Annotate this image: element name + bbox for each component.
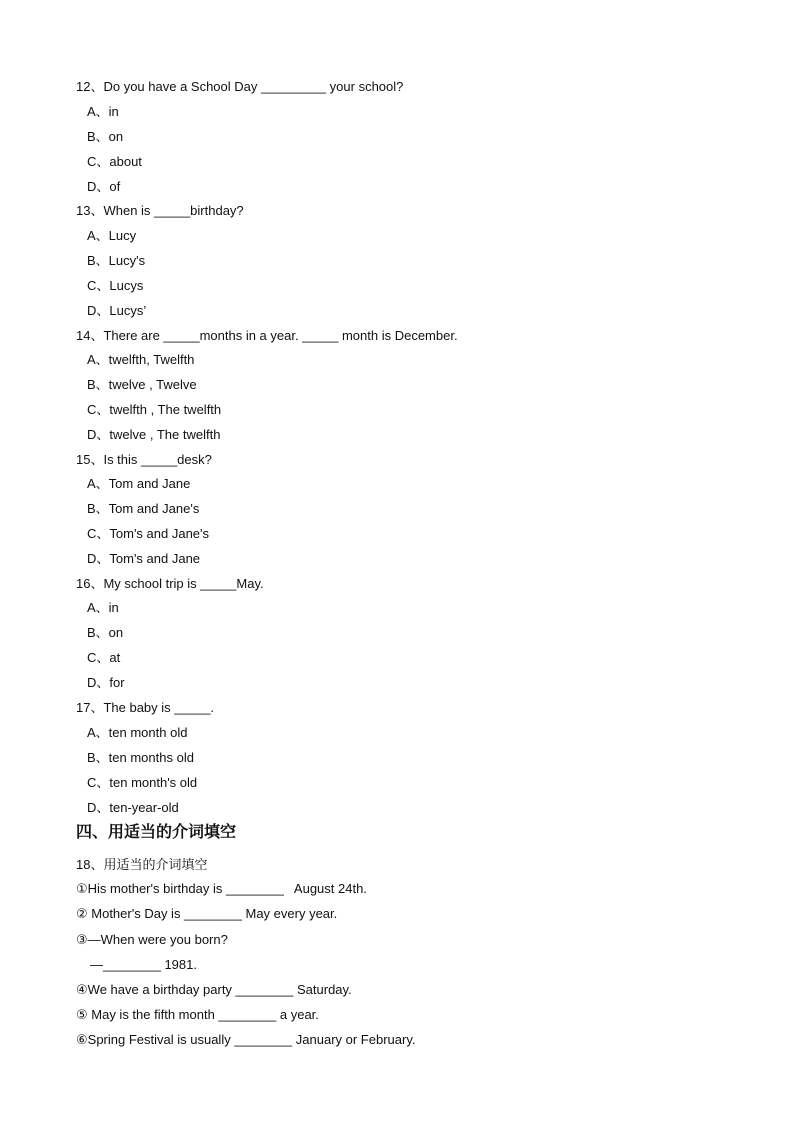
question-13: 13、When is _____birthday?	[76, 203, 244, 218]
question-16: 16、My school trip is _____May.	[76, 576, 264, 591]
fill-item-3-answer: —________ 1981.	[90, 957, 197, 972]
option-17-c: C、ten month's old	[87, 775, 198, 790]
fill-item-6: ⑥Spring Festival is usually ________ January or February.	[76, 1032, 416, 1047]
option-13-d: D、Lucys’	[87, 303, 147, 318]
question-14: 14、There are _____months in a year. _____ month is December.	[76, 328, 458, 343]
section-title: 四、用适当的介词填空	[76, 822, 237, 841]
option-14-a: A、twelfth, Twelfth	[87, 352, 195, 367]
question-12: 12、Do you have a School Day _________ your school?	[76, 79, 404, 94]
option-16-c: C、at	[87, 650, 121, 665]
fill-item-1: ①His mother's birthday is ________ August 24th.	[76, 881, 367, 896]
option-12-a: A、in	[87, 104, 119, 119]
option-15-b: B、Tom and Jane's	[87, 501, 200, 516]
option-14-c: C、twelfth , The twelfth	[87, 402, 222, 417]
option-17-b: B、ten months old	[87, 750, 194, 765]
option-14-b: B、twelve , Twelve	[87, 377, 197, 392]
option-16-d: D、for	[87, 675, 125, 690]
option-17-d: D、ten-year-old	[87, 800, 179, 815]
option-12-d: D、of	[87, 179, 121, 194]
option-16-a: A、in	[87, 600, 119, 615]
option-13-b: B、Lucy's	[87, 253, 146, 268]
option-15-a: A、Tom and Jane	[87, 476, 191, 491]
option-13-c: C、Lucys	[87, 278, 144, 293]
question-17: 17、The baby is _____.	[76, 700, 215, 715]
fill-item-3: ③—When were you born?	[76, 932, 228, 947]
option-17-a: A、ten month old	[87, 725, 188, 740]
option-16-b: B、on	[87, 625, 124, 640]
option-12-b: B、on	[87, 129, 124, 144]
question-15: 15、Is this _____desk?	[76, 452, 212, 467]
option-12-c: C、about	[87, 154, 142, 169]
option-14-d: D、twelve , The twelfth	[87, 427, 221, 442]
question-18: 18、用适当的介词填空	[76, 857, 208, 872]
option-15-c: C、Tom's and Jane's	[87, 526, 210, 541]
option-13-a: A、Lucy	[87, 228, 137, 243]
fill-item-4: ④We have a birthday party ________ Saturday.	[76, 982, 352, 997]
option-15-d: D、Tom's and Jane	[87, 551, 201, 566]
fill-item-2: ② Mother's Day is ________ May every year.	[76, 906, 338, 921]
fill-item-5: ⑤ May is the fifth month ________ a year.	[76, 1007, 319, 1022]
